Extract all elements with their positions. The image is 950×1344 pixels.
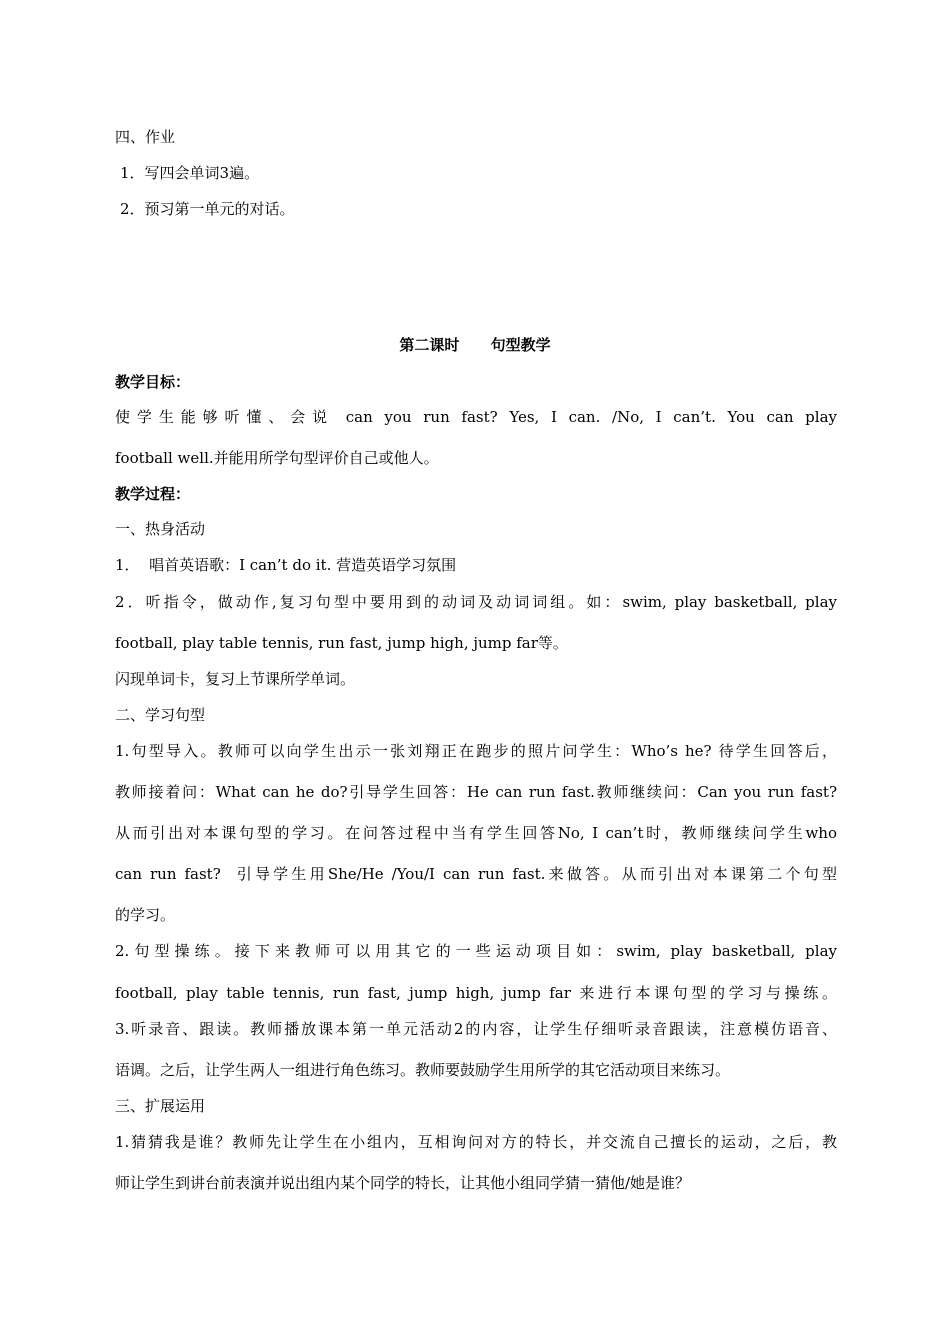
learn-line: 语调。之后，让学生两人一组进行角色练习。教师要鼓励学生用所学的其它活动项目来练习。 [115, 1061, 731, 1079]
learn-line: 教师接着问：What can he do?引导学生回答：He can run fast.教师继续问：Can you run fast? [115, 783, 837, 801]
objectives-heading: 教学目标： [115, 373, 191, 391]
objectives-line: football well.并能用所学句型评价自己或他人。 [115, 449, 439, 467]
extend-line: 师让学生到讲台前表演并说出组内某个同学的特长，让其他小组同学猜一猜他/她是谁？ [115, 1174, 691, 1192]
warmup-line: 2．听指令，做动作,复习句型中要用到的动词及动词词组。如：swim, play basketball, play [115, 593, 837, 611]
learn-line: 3.听录音、跟读。教师播放课本第一单元活动2的内容，让学生仔细听录音跟读，注意模仿语音、 [115, 1020, 837, 1038]
process-heading: 教学过程： [115, 485, 191, 503]
homework-heading: 四、作业 [115, 128, 176, 146]
learn-line: 从而引出对本课句型的学习。在问答过程中当有学生回答No, I can’t时，教师继续问学生who [115, 824, 837, 842]
learn-line: 的学习。 [115, 906, 176, 924]
lesson-title: 第二课时 句型教学 [399, 336, 551, 354]
warmup-line: football, play table tennis, run fast, jump high, jump far等。 [115, 634, 568, 652]
extend-line: 1.猜猜我是谁？教师先让学生在小组内，互相询问对方的特长，并交流自己擅长的运动，之后，教 [115, 1133, 837, 1151]
warmup-line: 1． 唱首英语歌：I can’t do it. 营造英语学习氛围 [115, 556, 457, 574]
warmup-line: 闪现单词卡，复习上节课所学单词。 [115, 670, 356, 688]
learn-line: 2.句型操练。接下来教师可以用其它的一些运动项目如：swim, play basketball, play [115, 942, 837, 960]
learn-heading: 二、学习句型 [115, 706, 206, 724]
homework-item: 1．写四会单词3遍。 [120, 164, 260, 182]
extend-heading: 三、扩展运用 [115, 1097, 206, 1115]
warmup-heading: 一、热身活动 [115, 520, 206, 538]
learn-line: can run fast? 引导学生用She/He /You/I can run fast.来做答。从而引出对本课第二个句型 [115, 865, 837, 883]
learn-line: football, play table tennis, run fast, jump high, jump far 来进行本课句型的学习与操练。 [115, 984, 837, 1002]
objectives-line: 使学生能够听懂、会说 can you run fast? Yes, I can. /No, I can’t. You can play [115, 408, 837, 426]
learn-line: 1.句型导入。教师可以向学生出示一张刘翔正在跑步的照片问学生：Who’s he? 待学生回答后， [115, 742, 837, 760]
homework-item: 2．预习第一单元的对话。 [120, 200, 295, 218]
